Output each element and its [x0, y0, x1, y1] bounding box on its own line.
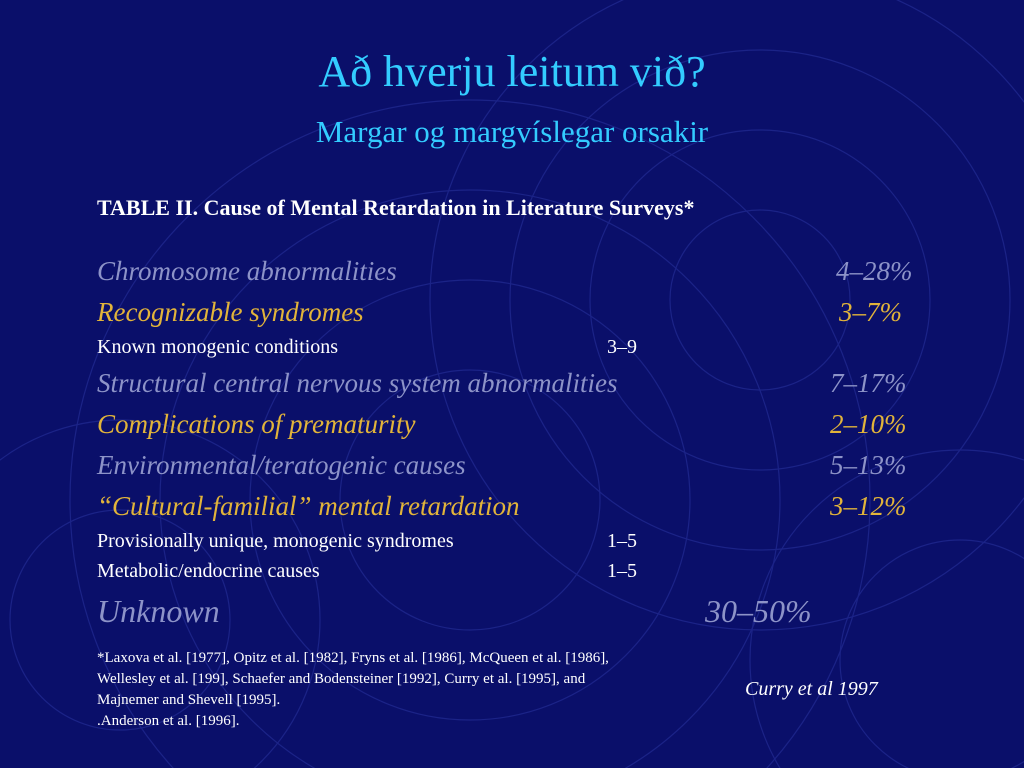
slide-subtitle: Margar og margvíslegar orsakir [315, 114, 709, 149]
table-heading: TABLE II. Cause of Mental Retardation in Literature Surveys* [97, 195, 695, 220]
row-label: Known monogenic conditions [97, 336, 339, 358]
row-value: 3–7% [839, 297, 902, 327]
table-row [0, 489, 1024, 523]
table-row [0, 592, 1024, 630]
footnote-references: *Laxova et al. [1977], Opitz et al. [1982], Fryns et al. [1986], McQueen et al. [1986], Wellesley et al. [199], Schaefer and Bodensteiner [1992], Curry et al. [1995], and Majnemer and Shevell [1995]. [97, 650, 609, 708]
row-label: Metabolic/endocrine causes [97, 560, 320, 582]
table-row [0, 407, 1024, 441]
row-value: 2–10% [830, 409, 907, 439]
row-value: 30–50% [705, 593, 812, 629]
table-row [0, 334, 1024, 368]
row-label: Complications of prematurity [97, 409, 416, 439]
row-label: Environmental/teratogenic causes [97, 450, 466, 480]
row-value: 3–12% [830, 491, 907, 521]
table-row [0, 366, 1024, 400]
table-row [0, 448, 1024, 482]
slide-title: Að hverju leitum við? [318, 47, 706, 96]
table-row [0, 558, 1024, 592]
row-label: Chromosome abnormalities [97, 256, 397, 286]
table-row [0, 295, 1024, 329]
row-label: Provisionally unique, monogenic syndromes [97, 530, 454, 552]
row-value: 1–5 [607, 560, 637, 582]
table-row [0, 254, 1024, 288]
row-value: 7–17% [830, 368, 907, 398]
footnote [97, 648, 617, 732]
row-value: 3–9 [607, 336, 637, 358]
row-label: Unknown [97, 593, 220, 629]
row-label: Recognizable syndromes [97, 297, 364, 327]
row-label: Structural central nervous system abnormalities [97, 368, 618, 398]
row-value: 5–13% [830, 450, 907, 480]
citation: Curry et al 1997 [745, 678, 878, 700]
table-row [0, 528, 1024, 562]
footnote-extra: .Anderson et al. [1996]. [97, 713, 240, 729]
row-value: 4–28% [836, 256, 913, 286]
row-label: “Cultural-familial” mental retardation [97, 491, 520, 521]
row-value: 1–5 [607, 530, 637, 552]
